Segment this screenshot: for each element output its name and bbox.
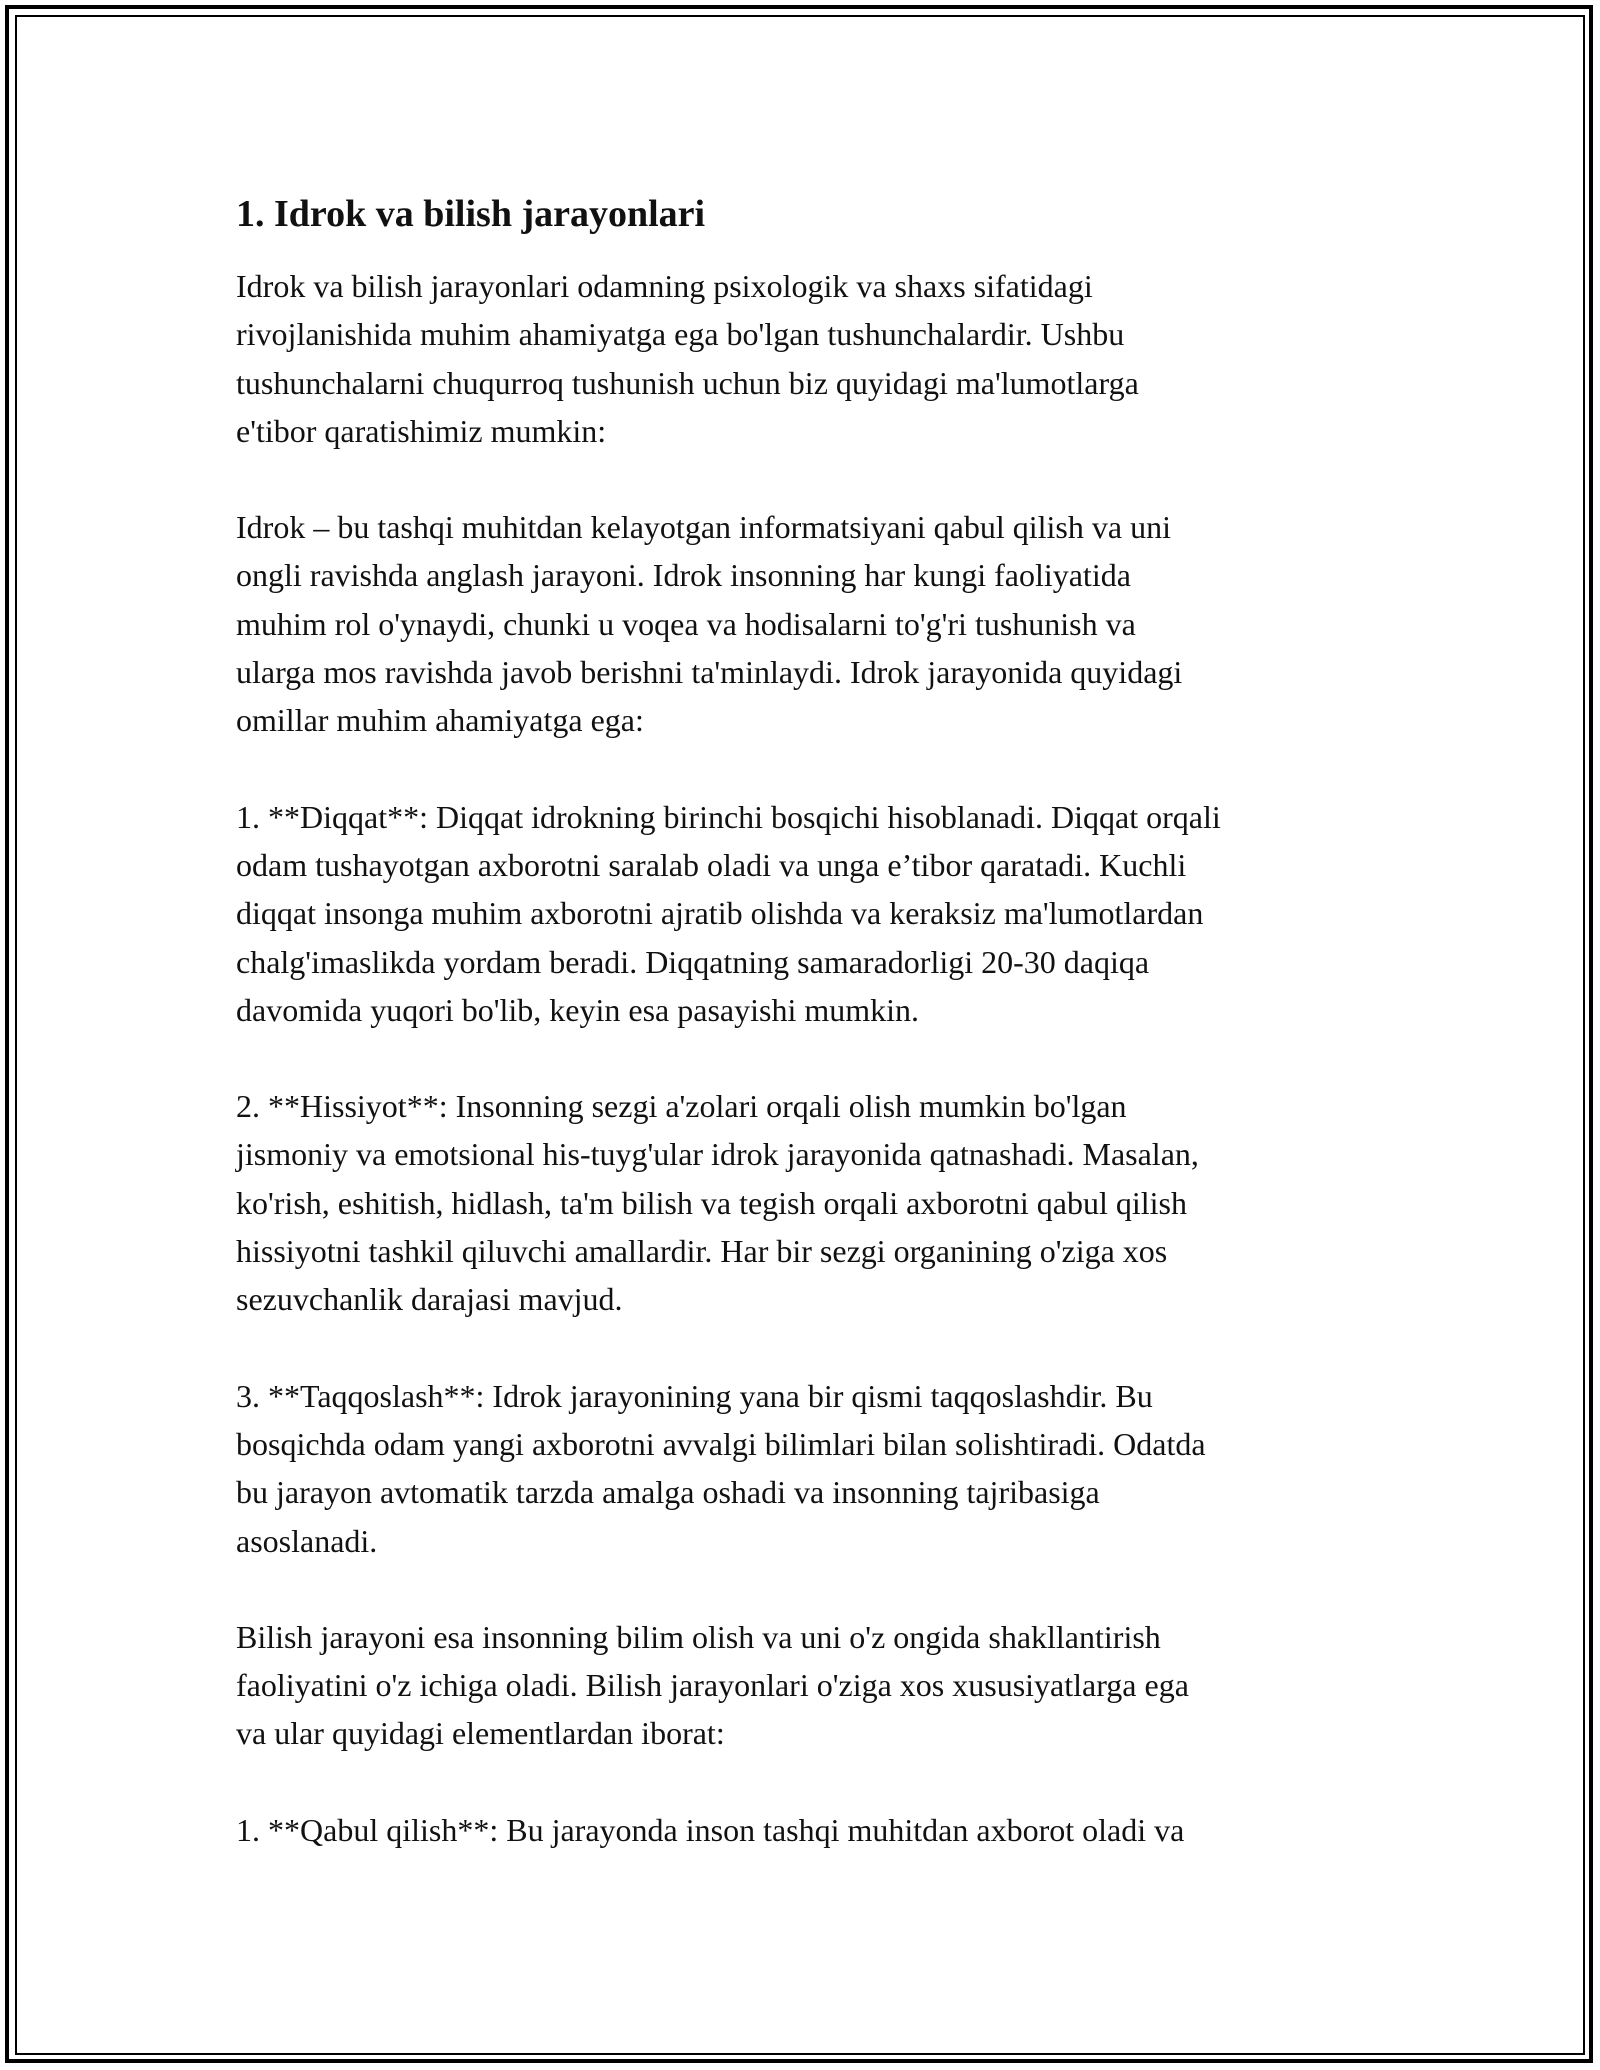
text-line: 1. **Diqqat**: Diqqat idrokning birinchi bosqichi hisoblanadi. Diqqat orqali [236, 798, 1221, 835]
text-line: Bilish jarayoni esa insonning bilim olish va uni o'z ongida shakllantirish [236, 1618, 1161, 1655]
text-line: chalg'imaslikda yordam beradi. Diqqatning samaradorligi 20-30 daqiqa [236, 943, 1150, 980]
text-line: faoliyatini o'z ichiga oladi. Bilish jarayonlari o'ziga xos xususiyatlarga ega [236, 1667, 1189, 1704]
text-line: bu jarayon avtomatik tarzda amalga oshadi va insonning tajribasiga [236, 1474, 1100, 1511]
hissiyot-paragraph [236, 1082, 1376, 1323]
text-line: asoslanadi. [236, 1522, 378, 1559]
taqqoslash-paragraph [236, 1372, 1376, 1565]
text-line: e'tibor qaratishimiz mumkin: [236, 412, 607, 449]
qabul-qilish-paragraph [236, 1806, 1376, 1854]
text-line: Idrok va bilish jarayonlari odamning psixologik va shaxs sifatidagi [236, 268, 1093, 304]
text-line: 3. **Taqqoslash**: Idrok jarayonining yana bir qismi taqqoslashdir. Bu [236, 1377, 1153, 1414]
text-line: ongli ravishda anglash jarayoni. Idrok insonning har kungi faoliyatida [236, 557, 1131, 594]
text-line: jismoniy va emotsional his-tuyg'ular idrok jarayonida qatnashadi. Masalan, [236, 1136, 1199, 1173]
section-heading: 1. Idrok va bilish jarayonlari [236, 193, 706, 235]
text-line: sezuvchanlik darajasi mavjud. [236, 1281, 623, 1318]
text-line: diqqat insonga muhim axborotni ajratib olishda va keraksiz ma'lumotlardan [236, 895, 1204, 932]
text-line: 1. **Qabul qilish**: Bu jarayonda inson tashqi muhitdan axborot oladi va [236, 1811, 1185, 1848]
diqqat-paragraph [236, 793, 1376, 1034]
text-line: hissiyotni tashkil qiluvchi amallardir. Har bir sezgi organining o'ziga xos [236, 1233, 1168, 1270]
text-line: omillar muhim ahamiyatga ega: [236, 702, 644, 739]
bilish-paragraph [236, 1613, 1376, 1758]
idrok-definition-paragraph [236, 503, 1376, 744]
text-line: ularga mos ravishda javob berishni ta'minlaydi. Idrok jarayonida quyidagi [236, 654, 1183, 691]
text-line: 2. **Hissiyot**: Insonning sezgi a'zolari orqali olish mumkin bo'lgan [236, 1088, 1127, 1125]
text-line: bosqichda odam yangi axborotni avvalgi bilimlari bilan solishtiradi. Odatda [236, 1425, 1206, 1462]
text-line: rivojlanishida muhim ahamiyatga ega bo'lgan tushunchalardir. Ushbu [236, 316, 1125, 353]
document-body [236, 188, 1376, 1902]
intro-paragraph [236, 262, 1376, 455]
text-line: Idrok – bu tashqi muhitdan kelayotgan informatsiyani qabul qilish va uni [236, 509, 1171, 546]
text-line: odam tushayotgan axborotni saralab oladi va unga e’tibor qaratadi. Kuchli [236, 846, 1187, 883]
text-line: muhim rol o'ynaydi, chunki u voqea va hodisalarni to'g'ri tushunish va [236, 605, 1136, 642]
text-line: va ular quyidagi elementlardan iborat: [236, 1715, 725, 1752]
text-line: tushunchalarni chuqurroq tushunish uchun biz quyidagi ma'lumotlarga [236, 364, 1139, 401]
text-line: ko'rish, eshitish, hidlash, ta'm bilish va tegish orqali axborotni qabul qilish [236, 1184, 1187, 1221]
text-line: davomida yuqori bo'lib, keyin esa pasayishi mumkin. [236, 991, 919, 1028]
